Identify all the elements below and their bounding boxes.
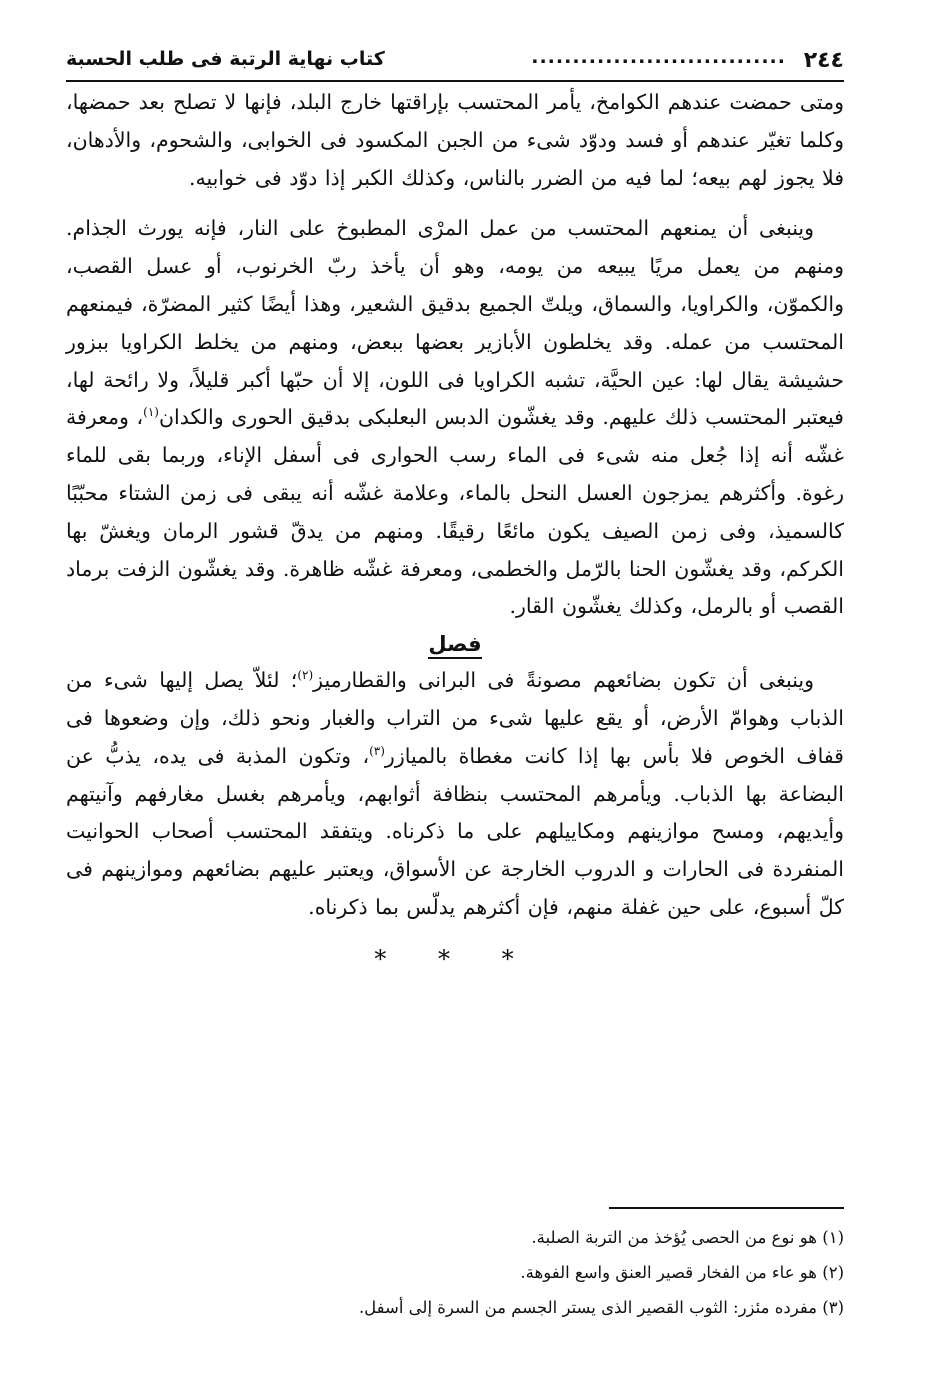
section-heading-text: فصل [428,632,481,659]
footnote-ref-2[interactable]: (٢) [297,668,314,683]
paragraph-2 [66,210,844,626]
footnote-separator [609,1207,844,1209]
page-number: ٢٤٤ [803,48,844,73]
paragraph-1: ومتى حمضت عندهم الكوامخ، يأمر المحتسب بإراقتها خارج البلد، فإنها لا تصلح بعد حمضها، وكلما تغيّر عندهم أو فسد ودوّد شىء من الجبن المكسود فى الخوابى، والشحوم، والأدهان، فلا يجوز لهم بيعه؛ لما فيه من الضرر بالناس، وكذلك الكبر إذا دوّد فى خوابيه. [66,90,844,190]
section-paragraph [66,662,844,927]
section-paragraph-text-a: وينبغى أن تكون بضائعهم مصونةً فى البرانى والقطارميز [313,668,814,693]
running-header [66,40,844,82]
section-end-stars: * * * [374,944,536,973]
footnote-2: (٢) هو عاء من الفخار قصير العنق واسع الفوهة. [520,1263,844,1282]
section-paragraph-text-c: ، وتكون المذبة فى يده، يذبُّ عن البضاعة بها الذباب. ويأمرهم المحتسب بنظافة أثوابهم، ويأمرهم بغسل مغارفهم وآنيتهم وأيديهم، ومسح موازينهم ومكاييلهم على ما ذكرناه. ويتفقد المحتسب أصحاب الحوانيت المنفردة فى الحارات و الدروب الخارجة عن الأسواق، ويعتبر عليهم بضائعهم وموازينهم فى كلّ أسبوع، على حين غفلة منهم، فإن أكثرهم يدلّس بما ذكرناه. [66,743,844,919]
book-title: كتاب نهاية الرتبة فى طلب الحسبة [66,48,385,70]
footnote-ref-1[interactable]: (١) [143,405,159,420]
footnote-1: (١) هو نوع من الحصى يُؤخذ من التربة الصلبة. [531,1228,844,1247]
footnote-ref-3[interactable]: (٣) [369,743,385,758]
header-leader-dots: ............................... [531,46,786,68]
paragraph-2-text-b: ، ومعرفة غشّه أنه إذا جُعل منه شىء فى الماء رسب الحوارى فى أسفل الإناء، وربما بقى للماء رغوة. وأكثرهم يمزجون العسل النحل بالماء، وعلامة غشّه أنه يبقى فى زمن الشتاء محبّبًا كالسميذ، وفى زمن الصيف يكون مائعًا رقيقًا. ومنهم من يدقّ قشور الرمان ويغشّ بها الكركم، وقد يغشّون الحنا بالرّمل والخطمى، ومعرفة غشّه ظاهرة. وقد يغشّون الزفت برماد القصب أو بالرمل، وكذلك يغشّون القار. [66,405,844,619]
footnote-3: (٣) مفرده مئزر: الثوب القصير الذى يستر الجسم من السرة إلى أسفل. [358,1298,844,1317]
main-text [66,84,844,979]
paragraph-2-text-a: وينبغى أن يمنعهم المحتسب من عمل المرْى المطبوخ على النار، فإنه يورث الجذام. ومنهم من يعمل مريًا يبيعه من يومه، وهو أن يأخذ ربّ الخرنوب، أو عسل القصب، والكموّن، والكراويا، والسماق، ويلتّ الجميع بدقيق الشعير، وهذا أيضًا كثير المضرّة، فيمنعهم المحتسب من عمله. وقد يخلطون الأبازير بعضها ببعض، ومنهم من يخلط الكراويا ببزور حشيشة يقال لها: عين الحيَّة، تشبه الكراويا فى اللون، إلا أن حبّها أكبر قليلاً، ولا رائحة لها، فيعتبر المحتسب ذلك عليهم. وقد يغشّون الدبس البعلبكى بدقيق الحورى والكدان [66,216,844,430]
footnotes [66,1220,844,1325]
section-paragraph-text-b: ؛ لئلاّ يصل إليها شىء من الذباب وهوامّ الأرض، أو يقع عليها شىء من التراب والغبار ونحو ذلك، وإن وضعوها فى قفاف الخوص فلا بأس بها إذا كانت مغطاة بالميازر [66,668,844,768]
section-heading [66,626,844,662]
